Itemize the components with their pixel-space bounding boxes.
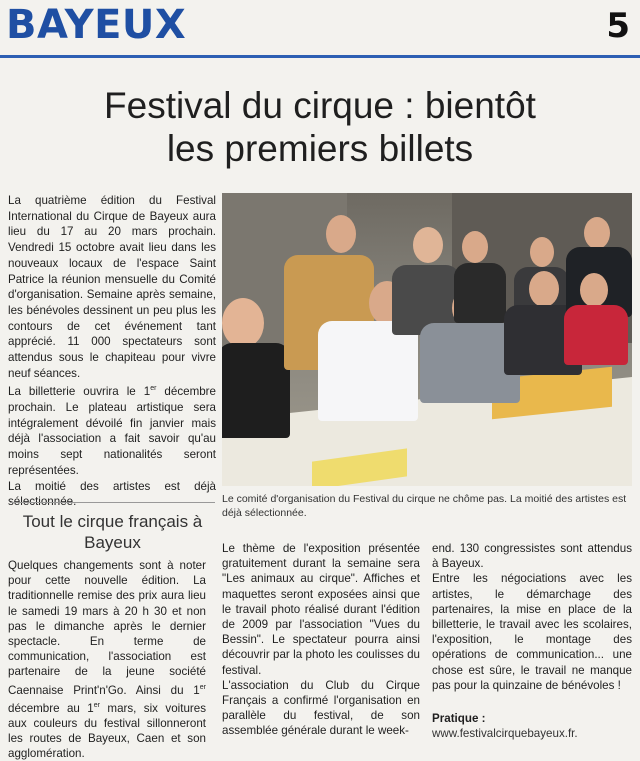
col2-paragraph-1: Le thème de l'exposition présentée gratuitement durant la semaine sera "Les animaux au cirque". Affiches et maquettes seront exposées ainsi que le travail photo réalisé durant l'édition de 2009 par l'association "Vues du Bessin". Le spectateur pourra ainsi découvrir par la photo les coulisses du festival. <box>222 542 420 677</box>
col1-text-b: décembre au 1 <box>8 701 94 715</box>
col3-paragraph-2: Entre les négociations avec les artistes, le démarchage des partenaires, la mise en place de la billetterie, le travail avec les scolaires, l'exposition, le montage des opérations de communication... une chose est sûre, le travail ne manque pas pour la quinzaine de bénévoles ! <box>432 572 632 692</box>
col1-text-a: Quelques changements sont à noter pour cette nouvelle édition. La traditionnelle remise des prix aura lieu le samedi 19 mars à 20 h 30 et non pas le dimanche après le dernier spectacle. En terme de communication, l'association est partenaire de la jeune société Caennaise Print'n'Go. Ainsi du 1 <box>8 559 206 697</box>
festival-url[interactable]: www.festivalcirquebayeux.fr. <box>432 727 578 741</box>
header-rule <box>0 55 640 58</box>
col1-paragraph <box>8 558 206 761</box>
col2-paragraph-2: L'association du Club du Cirque Français a confirmé l'organisation en parallèle du festival, de son assemblée générale durant le week- <box>222 678 420 738</box>
lead-p2-a: La billetterie ouvrira le 1 <box>8 385 151 399</box>
page-number: 5 <box>606 6 630 46</box>
lead-p3: La moitié des artistes est déjà sélectionnée. <box>8 479 216 509</box>
lead-p1: La quatrième édition du Festival International du Cirque de Bayeux aura lieu du 17 au 20 mars prochain. Vendredi 15 octobre avait lieu dans les nouveaux locaux de l'espace Saint Patrice la réunion mensuelle du Comité d'organisation. Semaine après semaine, les bénévoles dessinent un peu plus les contours de cet événement tant apprécié. 11 000 spectateurs sont attendus sous le chapiteau pour vivre neuf séances. <box>8 194 216 380</box>
lead-p2-sup: er <box>150 385 157 393</box>
lead-p2 <box>8 381 216 478</box>
lead-p2-b: décembre prochain. Le plateau artistique sera intégralement dévoilé fin janvier mais déjà l'association a fait savoir qu'au moins sept nationalités seront représentées. <box>8 385 216 477</box>
headline <box>0 84 640 170</box>
lead-paragraph <box>8 193 216 510</box>
col1-text-c: mars, six voitures aux couleurs du festival sillonneront les routes de Bayeux, Caen et son agglomération. <box>8 701 206 761</box>
section-subhead: Tout le cirque français à Bayeux <box>10 502 215 553</box>
col1-sup-1: er <box>199 683 206 691</box>
pratique-label: Pratique : <box>432 712 486 726</box>
body-column-3 <box>432 541 632 741</box>
body-column-2 <box>222 541 420 739</box>
col3-paragraph-1: end. 130 congressistes sont attendus à Bayeux. <box>432 542 632 571</box>
body-column-1 <box>8 558 206 761</box>
photo-caption: Le comité d'organisation du Festival du cirque ne chôme pas. La moitié des artistes est déjà sélectionnée. <box>222 493 627 519</box>
headline-line-1: Festival du cirque : bientôt <box>104 85 536 126</box>
headline-line-2: les premiers billets <box>166 128 474 169</box>
committee-photo <box>222 193 632 486</box>
col1-sup-2: er <box>93 701 100 709</box>
section-title: BAYEUX <box>6 2 187 48</box>
